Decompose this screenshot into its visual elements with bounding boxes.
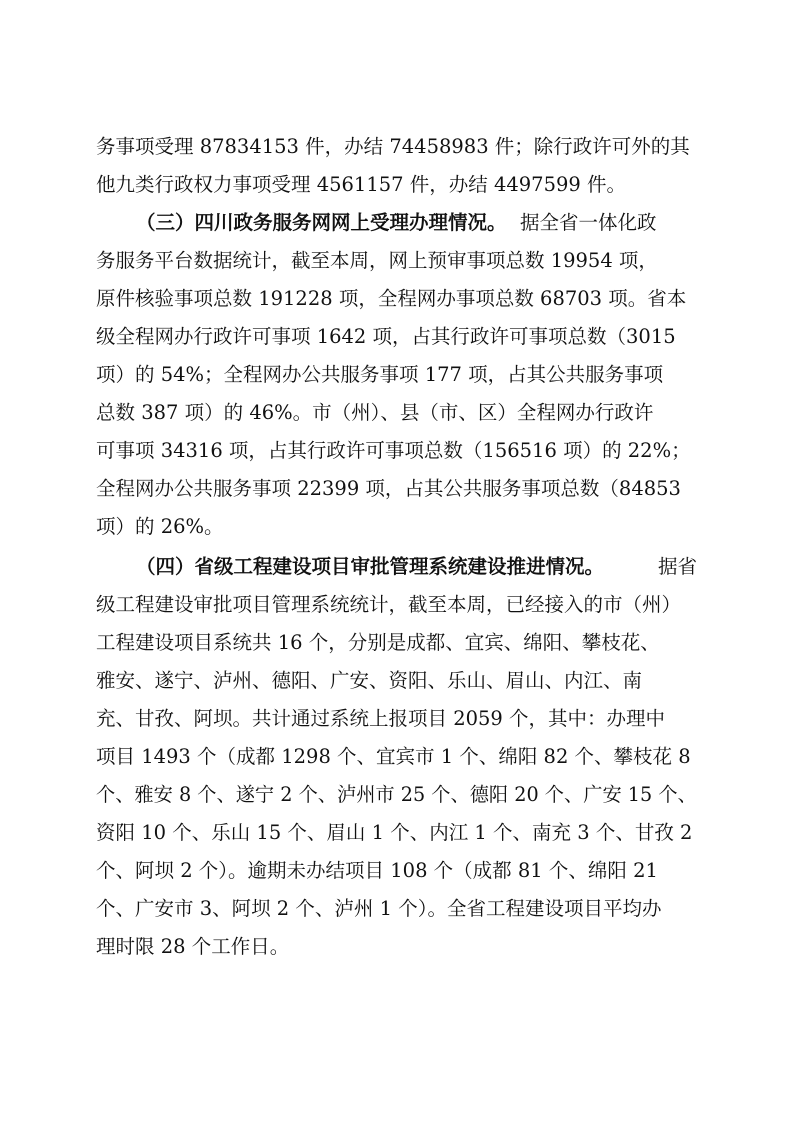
text-line xyxy=(0,815,793,851)
text-line xyxy=(0,891,793,927)
line-text: 原件核验事项总数 191228 项，全程网办事项总数 68703 项。省本 xyxy=(96,287,687,310)
line-text: 个、广安市 3、阿坝 2 个、泸州 1 个）。全省工程建设项目平均办 xyxy=(96,897,662,920)
text-line xyxy=(0,471,793,507)
section-heading: （四）省级工程建设项目审批管理系统建设推进情况。 xyxy=(136,555,605,578)
line-text: 资阳 10 个、乐山 15 个、眉山 1 个、内江 1 个、南充 3 个、甘孜 2 xyxy=(96,821,693,844)
line-text: 项目 1493 个（成都 1298 个、宜宾市 1 个、绵阳 82 个、攀枝花 8 xyxy=(96,745,691,768)
line-text: 据省 xyxy=(658,555,698,578)
section-heading: （三）四川政务服务网网上受理办理情况。 xyxy=(136,211,507,234)
text-line xyxy=(0,167,793,203)
text-line xyxy=(0,243,793,279)
text-line xyxy=(0,701,793,737)
line-text: 总数 387 项）的 46%。市（州）、县（市、区）全程网办行政许 xyxy=(96,401,654,424)
line-text: 全程网办公共服务事项 22399 项，占其公共服务事项总数（84853 xyxy=(96,477,681,500)
text-line xyxy=(0,853,793,889)
text-line xyxy=(0,281,793,317)
text-line xyxy=(0,625,793,661)
line-text: 充、甘孜、阿坝。共计通过系统上报项目 2059 个，其中：办理中 xyxy=(96,707,666,730)
text-line xyxy=(0,357,793,393)
line-text: 理时限 28 个工作日。 xyxy=(96,935,290,958)
text-line xyxy=(0,395,793,431)
line-text: 务服务平台数据统计，截至本周，网上预审事项总数 19954 项， xyxy=(96,249,658,272)
line-text: 可事项 34316 项，占其行政许可事项总数（156516 项）的 22%； xyxy=(96,439,691,462)
line-text: 项）的 26%。 xyxy=(96,515,224,538)
line-text: 级工程建设审批项目管理系统统计，截至本周，已经接入的市（州） xyxy=(96,593,682,616)
line-text: 级全程网办行政许可事项 1642 项，占其行政许可事项总数（3015 xyxy=(96,325,676,348)
text-line xyxy=(0,433,793,469)
line-text: 务事项受理 87834153 件，办结 74458983 件；除行政许可外的其 xyxy=(96,135,690,158)
text-line xyxy=(0,129,793,165)
line-text: 雅安、遂宁、泸州、德阳、广安、资阳、乐山、眉山、内江、南 xyxy=(96,669,643,692)
text-line xyxy=(0,319,793,355)
text-line xyxy=(0,549,793,585)
line-text: 项）的 54%；全程网办公共服务事项 177 项，占其公共服务事项 xyxy=(96,363,664,386)
text-line xyxy=(0,929,793,965)
line-text: 工程建设项目系统共 16 个，分别是成都、宜宾、绵阳、攀枝花、 xyxy=(96,631,660,654)
line-text: 个、雅安 8 个、遂宁 2 个、泸州市 25 个、德阳 20 个、广安 15 个、 xyxy=(96,783,697,806)
text-line xyxy=(0,663,793,699)
line-text: 个、阿坝 2 个）。逾期未办结项目 108 个（成都 81 个、绵阳 21 xyxy=(96,859,658,882)
line-text: 据全省一体化政 xyxy=(520,211,657,234)
line-text: 他九类行政权力事项受理 4561157 件，办结 4497599 件。 xyxy=(96,173,626,196)
text-line xyxy=(0,739,793,775)
text-line xyxy=(0,777,793,813)
text-line xyxy=(0,587,793,623)
text-line xyxy=(0,205,793,241)
text-line xyxy=(0,509,793,545)
